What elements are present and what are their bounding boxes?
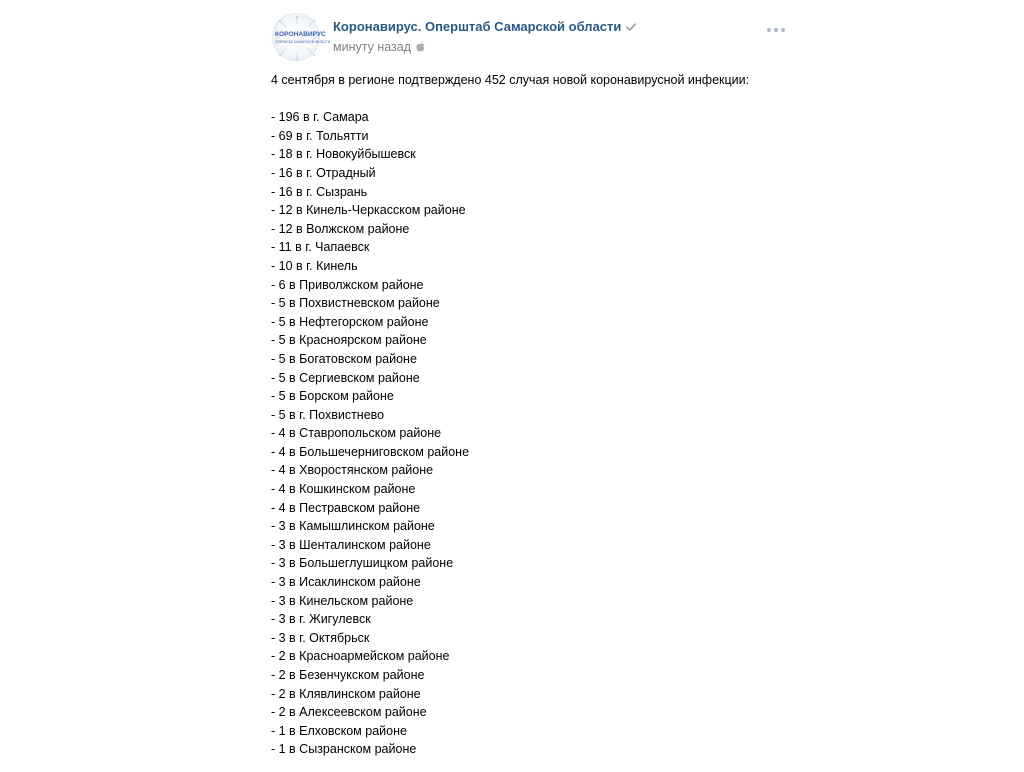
case-line: - 4 в Хворостянском районе [271,463,434,478]
author-name[interactable]: Коронавирус. Оперштаб Самарской области [333,19,622,34]
case-line: - 3 в г. Жигулевск [271,612,371,627]
case-line: - 5 в Нефтегорском районе [271,314,429,329]
apple-icon [416,41,425,52]
case-line: - 12 в Волжском районе [271,221,410,236]
wall-post [255,0,785,772]
case-line: - 4 в Кошкинском районе [271,482,416,497]
case-line: - 2 в Алексеевском районе [271,705,427,720]
case-line: - 5 в Борском районе [271,389,394,404]
case-line: - 2 в Безенчукском районе [271,668,425,682]
case-line: - 3 в Кинельском районе [271,593,414,608]
case-line: - 3 в г. Октябрьск [271,630,370,645]
case-line: - 16 в г. Сызрань [271,184,368,199]
case-line: - 1 в Сызранском районе [271,742,417,757]
more-dots-icon [781,28,785,32]
case-line: - 3 в Камышлинском районе [271,519,435,534]
case-line: - 3 в Большеглушицком районе [271,556,454,571]
blank-line [271,90,781,109]
case-line: - 5 в Сергиевском районе [271,370,420,385]
cases-list [271,108,781,759]
case-line: - 16 в г. Отрадный [271,165,376,180]
post-time[interactable]: минуту назад [333,40,412,54]
avatar-title: КОРОНАВИРУС [275,31,326,38]
more-dots-icon [767,28,771,32]
post-time-link[interactable] [333,40,425,54]
more-options-button[interactable] [767,25,789,35]
case-line: - 5 в Богатовском районе [271,351,417,366]
case-line: - 69 в г. Тольятти [271,128,369,143]
case-line: - 4 в Пестравском районе [271,500,421,515]
virus-burst-icon [273,14,331,62]
more-dots-icon [774,28,778,32]
post-header [272,13,772,61]
case-line: - 3 в Шенталинском районе [271,537,431,552]
post-intro: 4 сентября в регионе подтверждено 452 случая новой коронавирусной инфекции: [271,73,750,87]
case-line: - 5 в г. Похвистнево [271,407,385,422]
case-line: - 4 в Ставропольском районе [271,426,442,441]
avatar[interactable] [272,13,331,61]
case-line: - 5 в Красноярском районе [271,333,427,348]
verified-check-icon [625,21,637,33]
case-line: - 2 в Клявлинском районе [271,686,421,701]
case-line: - 5 в Похвистневском районе [271,296,440,311]
case-line: - 3 в Исаклинском районе [271,575,421,590]
case-line: - 11 в г. Чапаевск [271,240,370,255]
avatar-subtitle: ОПЕРШТАБ САМАРСКОЙ ОБЛАСТИ [275,40,331,44]
case-line: - 18 в г. Новокуйбышевск [271,147,416,162]
case-line: - 2 в Красноармейском районе [271,649,450,664]
case-line: - 196 в г. Самара [271,110,369,125]
case-line: - 10 в г. Кинель [271,258,358,273]
case-line: - 6 в Приволжском районе [271,277,424,292]
case-line: - 12 в Кинель-Черкасском районе [271,203,466,218]
case-line: - 1 в Елховском районе [271,723,407,738]
author-name-link[interactable] [333,19,637,34]
post-text [271,71,781,759]
case-line: - 4 в Большечерниговском районе [271,444,470,459]
